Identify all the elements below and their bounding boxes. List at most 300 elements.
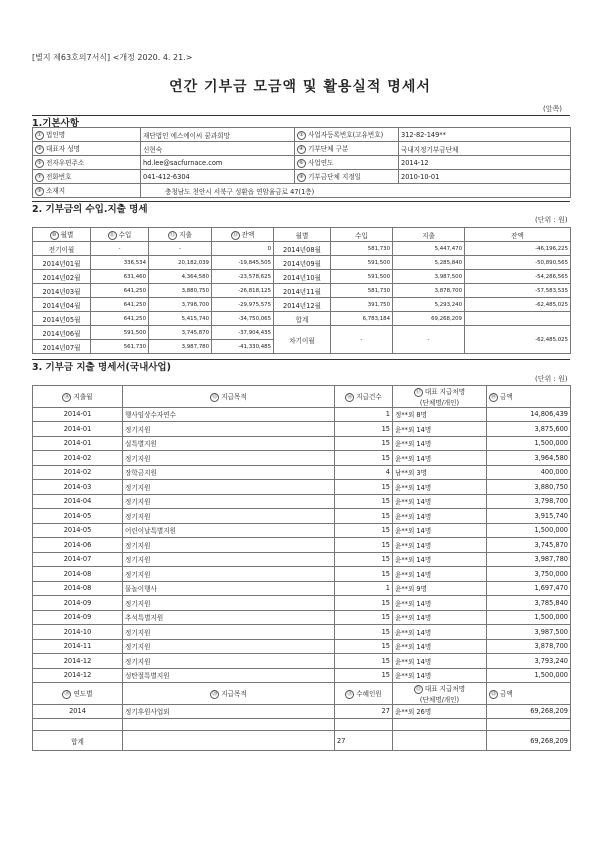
field-value [141, 128, 295, 142]
column-header [393, 683, 487, 705]
month-cell [33, 340, 91, 354]
count-cell [335, 523, 393, 538]
income-cell-text: 641,250 [123, 315, 146, 322]
purpose-cell-text: 장학금지원 [125, 469, 157, 478]
table-row [33, 639, 571, 654]
amount-cell-text: 1,500,000 [534, 526, 568, 535]
column-header-text: 대표 지급처명 [424, 388, 466, 396]
payee-cell [393, 465, 487, 480]
month-cell [33, 298, 91, 312]
total-amount [487, 731, 571, 751]
purpose-cell [123, 596, 335, 611]
payee-cell [393, 567, 487, 582]
field-label [295, 128, 399, 142]
payee-cell [393, 436, 487, 451]
payee-cell [393, 668, 487, 683]
count-cell [335, 610, 393, 625]
purpose-cell-text: 성탄절특별지원 [125, 672, 170, 681]
expense-cell [149, 326, 212, 340]
item-number: ⑬ [232, 231, 238, 238]
month-cell [33, 312, 91, 326]
address-value [141, 184, 571, 198]
month-cell-text: 2014년12월 [283, 301, 321, 310]
purpose-cell-text: 정기지원 [125, 599, 151, 608]
table-row [33, 142, 571, 156]
month-cell [274, 242, 331, 256]
payee-cell-text: 윤**외 14명 [395, 425, 432, 434]
field-label [33, 156, 141, 170]
date-cell [33, 422, 123, 437]
count-cell [335, 480, 393, 495]
payee-cell-text: 윤**외 14명 [395, 628, 432, 637]
month-cell [33, 256, 91, 270]
column-header-text: 수입 [355, 231, 368, 240]
count-cell [335, 654, 393, 669]
month-cell-text: 2014년02월 [42, 273, 81, 282]
income-cell [331, 270, 393, 284]
income-cell [91, 256, 149, 270]
count-cell [335, 625, 393, 640]
count-cell [335, 436, 393, 451]
purpose-cell-text: 정기후원사업외 [125, 708, 170, 717]
item-number: ⑧ [297, 173, 306, 182]
table-row [33, 256, 571, 270]
balance-cell-text: -19,845,505 [238, 259, 271, 266]
amount-cell [487, 639, 571, 654]
count-cell-text: 15 [381, 482, 390, 491]
expense-cell-text: 4,364,580 [181, 273, 209, 280]
income-cell-text: 581,730 [367, 287, 390, 294]
column-header [274, 228, 331, 242]
purpose-cell-text: 정기지원 [125, 541, 151, 550]
income-cell [91, 326, 149, 340]
amount-cell [487, 407, 571, 422]
purpose-cell [123, 509, 335, 524]
item-number: ⑪ [109, 231, 115, 238]
amount-cell-text: 400,000 [540, 468, 568, 477]
amount-cell-text: 3,878,700 [534, 642, 568, 651]
empty-cell [335, 719, 393, 731]
field-label-text: 전자우편주소 [46, 159, 85, 168]
column-header-text: 수입 [118, 231, 132, 240]
date-cell [33, 596, 123, 611]
payee-cell-text: 윤**외 14명 [395, 527, 432, 536]
amount-cell-text: 3,875,600 [534, 424, 568, 433]
carry-label [274, 326, 331, 354]
date-cell-text: 2014-04 [63, 497, 92, 506]
month-cell-text: 2014년09월 [283, 259, 321, 268]
section-rule [32, 115, 570, 116]
table-row [33, 581, 571, 596]
date-cell-text: 2014-01 [63, 439, 92, 448]
carry-income [331, 326, 393, 354]
table-row [33, 170, 571, 184]
month-cell [33, 242, 91, 256]
payee-cell-text: 윤**외 14명 [395, 672, 432, 681]
carry-label-text: 차기이월 [289, 336, 315, 345]
amount-cell [487, 552, 571, 567]
table-row [33, 719, 571, 731]
amount-cell [487, 494, 571, 509]
expense-cell [393, 298, 465, 312]
date-cell [33, 610, 123, 625]
table-row [33, 625, 571, 640]
amount-cell-text: 3,745,870 [534, 540, 568, 549]
purpose-cell [123, 552, 335, 567]
count-cell-text: 15 [381, 671, 390, 680]
expense-cell-text: 3,987,500 [434, 273, 462, 280]
month-cell [33, 326, 91, 340]
balance-cell [212, 298, 274, 312]
item-number: ③ [35, 145, 44, 154]
payee-cell-text: 윤**외 14명 [395, 570, 432, 579]
basic-info-table [32, 127, 571, 198]
column-header [123, 683, 335, 705]
field-value [399, 156, 571, 170]
balance-cell-text: -34,750,065 [238, 315, 271, 322]
payee-cell [393, 538, 487, 553]
table-row [33, 654, 571, 669]
expense-cell-text: 5,293,240 [434, 301, 462, 308]
date-cell-text: 2014-01 [63, 424, 92, 433]
purpose-cell [123, 523, 335, 538]
income-unit-label: (단위 : 원) [535, 216, 568, 224]
field-value-text: 재단법인 에스에이씨 꿈과희망 [143, 131, 230, 140]
amount-cell-text: 3,750,000 [534, 569, 568, 578]
document-title: 연간 기부금 모금액 및 활용실적 명세서 [169, 79, 431, 95]
purpose-cell [123, 422, 335, 437]
amount-cell-text: 1,500,000 [534, 671, 568, 680]
payee-cell [393, 480, 487, 495]
table-row [33, 326, 571, 340]
section-basic-title: 1.기본사항 [32, 118, 79, 129]
count-cell-text: 15 [381, 453, 390, 462]
payee-cell-text: 윤**외 14명 [395, 657, 432, 666]
count-cell [335, 668, 393, 683]
income-cell [91, 270, 149, 284]
date-cell [33, 451, 123, 466]
purpose-cell [123, 610, 335, 625]
payee-cell [393, 639, 487, 654]
table-row [33, 523, 571, 538]
item-number: ⑭ [64, 393, 70, 400]
item-number: ② [297, 131, 306, 140]
amount-cell-text: 3,798,700 [534, 497, 568, 506]
column-header [33, 228, 91, 242]
purpose-cell-text: 정기지원 [125, 643, 151, 652]
amount-cell [487, 654, 571, 669]
item-number: ⑱ [490, 393, 496, 400]
month-cell [274, 298, 331, 312]
carry-expense [393, 326, 465, 354]
field-value [399, 142, 571, 156]
balance-cell [212, 284, 274, 298]
balance-cell [465, 284, 571, 298]
balance-cell-text: -23,578,625 [238, 273, 271, 280]
expense-cell [393, 284, 465, 298]
amount-cell-text: 14,806,439 [530, 410, 568, 419]
date-cell [33, 407, 123, 422]
field-label [33, 170, 141, 184]
column-header-text: 월별 [295, 231, 309, 240]
count-cell [335, 494, 393, 509]
balance-cell-text: -26,818,125 [238, 287, 271, 294]
payee-cell [393, 654, 487, 669]
table-header-row [33, 683, 571, 705]
table-row [33, 552, 571, 567]
column-header-text-2: (단체명/개인) [419, 695, 460, 704]
carry-expense-text: - [427, 336, 430, 343]
carry-balance [465, 326, 571, 354]
purpose-cell [123, 567, 335, 582]
empty-cell [123, 719, 335, 731]
amount-cell [487, 422, 571, 437]
field-value [399, 128, 571, 142]
count-cell-text: 4 [385, 468, 390, 477]
balance-cell-text: -50,890,565 [535, 259, 568, 266]
field-value-text: 2014-12 [401, 158, 429, 167]
income-cell [91, 312, 149, 326]
expense-cell-text: 5,285,840 [434, 259, 462, 266]
income-cell-text: - [118, 245, 121, 252]
expense-cell [393, 270, 465, 284]
date-cell-text: 2014-03 [63, 482, 92, 491]
purpose-cell [123, 625, 335, 640]
empty-cell [393, 731, 487, 751]
field-label [295, 170, 399, 184]
income-cell [331, 242, 393, 256]
amount-cell [487, 509, 571, 524]
balance-cell [212, 242, 274, 256]
count-cell-text: 15 [381, 497, 390, 506]
payee-cell-text: 윤**외 26명 [395, 708, 432, 717]
count-cell-text: 15 [381, 613, 390, 622]
count-cell-text: 15 [381, 511, 390, 520]
date-cell [33, 668, 123, 683]
expense-cell [149, 312, 212, 326]
column-header-text: 대표 지급처명 [424, 685, 466, 693]
expense-cell-text: - [179, 245, 181, 252]
column-header [335, 386, 393, 408]
table-row [33, 494, 571, 509]
count-cell [335, 704, 393, 719]
purpose-cell-text: 정기지원 [125, 628, 151, 637]
amount-cell-text: 3,793,240 [534, 656, 568, 665]
income-cell-text: 591,500 [123, 329, 146, 336]
purpose-cell [123, 704, 335, 719]
table-row [33, 465, 571, 480]
year-cell [33, 704, 123, 719]
income-cell-text: 391,750 [367, 301, 390, 308]
table-row [33, 422, 571, 437]
balance-cell-text: -57,583,535 [535, 287, 568, 294]
table-row [33, 436, 571, 451]
field-value [399, 170, 571, 184]
purpose-cell-text: 정기지원 [125, 454, 151, 463]
field-label [33, 184, 141, 198]
amount-cell-text: 3,987,500 [534, 627, 568, 636]
balance-cell-text: 0 [267, 245, 271, 252]
income-cell [91, 340, 149, 354]
payee-cell [393, 422, 487, 437]
amount-cell [487, 523, 571, 538]
income-cell-text: 336,534 [123, 259, 146, 266]
total-amount-text: 69,268,209 [530, 736, 568, 745]
table-row [33, 312, 571, 326]
field-label-text: 법인명 [46, 131, 66, 140]
expense-cell [149, 340, 212, 354]
count-cell [335, 552, 393, 567]
payee-cell [393, 610, 487, 625]
income-cell-text: 641,250 [123, 287, 146, 294]
income-expense-table [32, 227, 571, 354]
table-row [33, 480, 571, 495]
payee-cell [393, 407, 487, 422]
date-cell-text: 2014-01 [63, 410, 92, 419]
month-cell [274, 270, 331, 284]
payee-cell-text: 윤**외 14명 [395, 483, 432, 492]
column-header-text: 수혜인원 [356, 690, 382, 698]
count-cell [335, 451, 393, 466]
payee-cell-text: 윤**외 14명 [395, 541, 432, 550]
amount-cell-text: 3,964,580 [534, 453, 568, 462]
purpose-cell-text: 물놀이행사 [125, 585, 157, 594]
amount-cell [487, 480, 571, 495]
field-label-text: 소재지 [46, 187, 66, 196]
date-cell-text: 2014-06 [63, 540, 92, 549]
payee-cell-text: 윤**외 14명 [395, 599, 432, 608]
table-row [33, 270, 571, 284]
column-header [123, 386, 335, 408]
total-label [33, 731, 123, 751]
expense-cell [149, 284, 212, 298]
year-cell-text: 2014 [69, 707, 86, 716]
field-label [295, 142, 399, 156]
income-cell-text: 631,460 [123, 273, 146, 280]
field-value-text: 041-412-6304 [143, 172, 190, 181]
amount-cell [487, 436, 571, 451]
month-cell-text: 2014년06월 [42, 329, 81, 338]
payee-cell [393, 625, 487, 640]
payee-cell [393, 509, 487, 524]
balance-cell [212, 270, 274, 284]
section-expense-title: 3. 기부금 지출 명세서(국내사업) [32, 362, 171, 373]
amount-cell [487, 625, 571, 640]
amount-cell-text: 1,697,470 [534, 584, 568, 593]
amount-cell [487, 538, 571, 553]
column-header [149, 228, 212, 242]
table-row [33, 128, 571, 142]
date-cell-text: 2014-12 [63, 656, 92, 665]
amount-cell-text: 3,987,780 [534, 555, 568, 564]
field-value-text: 신현숙 [143, 145, 163, 154]
income-cell [91, 284, 149, 298]
expense-cell-text: 3,745,870 [181, 329, 209, 336]
purpose-cell [123, 480, 335, 495]
payee-cell [393, 704, 487, 719]
purpose-cell-text: 추석특별지원 [125, 614, 164, 623]
table-row [33, 567, 571, 582]
amount-cell-text: 3,880,750 [534, 482, 568, 491]
expense-cell [149, 270, 212, 284]
column-header [393, 228, 465, 242]
item-number: ⑯ [347, 393, 353, 400]
column-header [465, 228, 571, 242]
purpose-cell-text: 정기지원 [125, 657, 151, 666]
month-cell-text: 2014년05월 [42, 315, 81, 324]
month-cell [33, 270, 91, 284]
address-value-text: 충청남도 천안시 서북구 성환읍 연암율금로 47(1층) [165, 187, 315, 196]
date-cell-text: 2014-08 [63, 569, 92, 578]
column-header-text: 지출월 [73, 393, 93, 401]
payee-cell [393, 451, 487, 466]
month-cell-text: 2014년11월 [283, 287, 321, 296]
column-header [393, 386, 487, 408]
expense-cell-text: 69,268,209 [431, 315, 462, 322]
income-cell-text: 591,500 [367, 259, 390, 266]
table-row [33, 538, 571, 553]
balance-cell [212, 340, 274, 354]
count-cell [335, 596, 393, 611]
item-number: ⑥ [297, 159, 306, 168]
item-number: ⑰ [415, 388, 421, 395]
income-cell [331, 284, 393, 298]
balance-cell-text: -46,196,225 [535, 245, 568, 252]
income-cell-text: 6,783,184 [362, 315, 390, 322]
empty-cell [393, 719, 487, 731]
payee-cell-text: 윤**외 14명 [395, 643, 432, 652]
purpose-cell [123, 407, 335, 422]
income-cell [331, 312, 393, 326]
column-header-text: 월별 [60, 231, 74, 240]
balance-cell-text: -62,485,025 [535, 301, 568, 308]
amount-cell [487, 465, 571, 480]
balance-cell [465, 270, 571, 284]
payee-cell [393, 523, 487, 538]
item-number: ① [35, 131, 44, 140]
purpose-cell [123, 451, 335, 466]
purpose-cell [123, 538, 335, 553]
income-cell [91, 242, 149, 256]
column-header-text: 지급건수 [356, 393, 382, 401]
payee-cell-text: 남**외 3명 [395, 469, 427, 478]
table-row [33, 596, 571, 611]
month-cell-text: 합계 [295, 315, 309, 324]
payee-cell [393, 581, 487, 596]
amount-cell [487, 596, 571, 611]
date-cell-text: 2014-11 [63, 642, 92, 651]
count-cell-text: 15 [381, 439, 390, 448]
month-cell [274, 256, 331, 270]
table-row [33, 407, 571, 422]
month-cell-text: 2014년03월 [42, 287, 81, 296]
count-cell-text: 27 [381, 707, 390, 716]
expense-cell [393, 256, 465, 270]
column-header-text: 지출 [422, 231, 435, 240]
date-cell-text: 2014-09 [63, 613, 92, 622]
expense-cell-text: 5,447,470 [434, 245, 462, 252]
count-cell-text: 1 [385, 584, 390, 593]
payee-cell [393, 596, 487, 611]
field-value [141, 156, 295, 170]
month-cell-text: 2014년04월 [42, 301, 81, 310]
table-row [33, 704, 571, 719]
payee-cell-text: 윤**외 14명 [395, 614, 432, 623]
amount-cell-text: 3,915,740 [534, 511, 568, 520]
column-header [335, 683, 393, 705]
field-label-text: 사업연도 [308, 159, 334, 168]
expense-cell-text: 5,415,740 [181, 315, 209, 322]
